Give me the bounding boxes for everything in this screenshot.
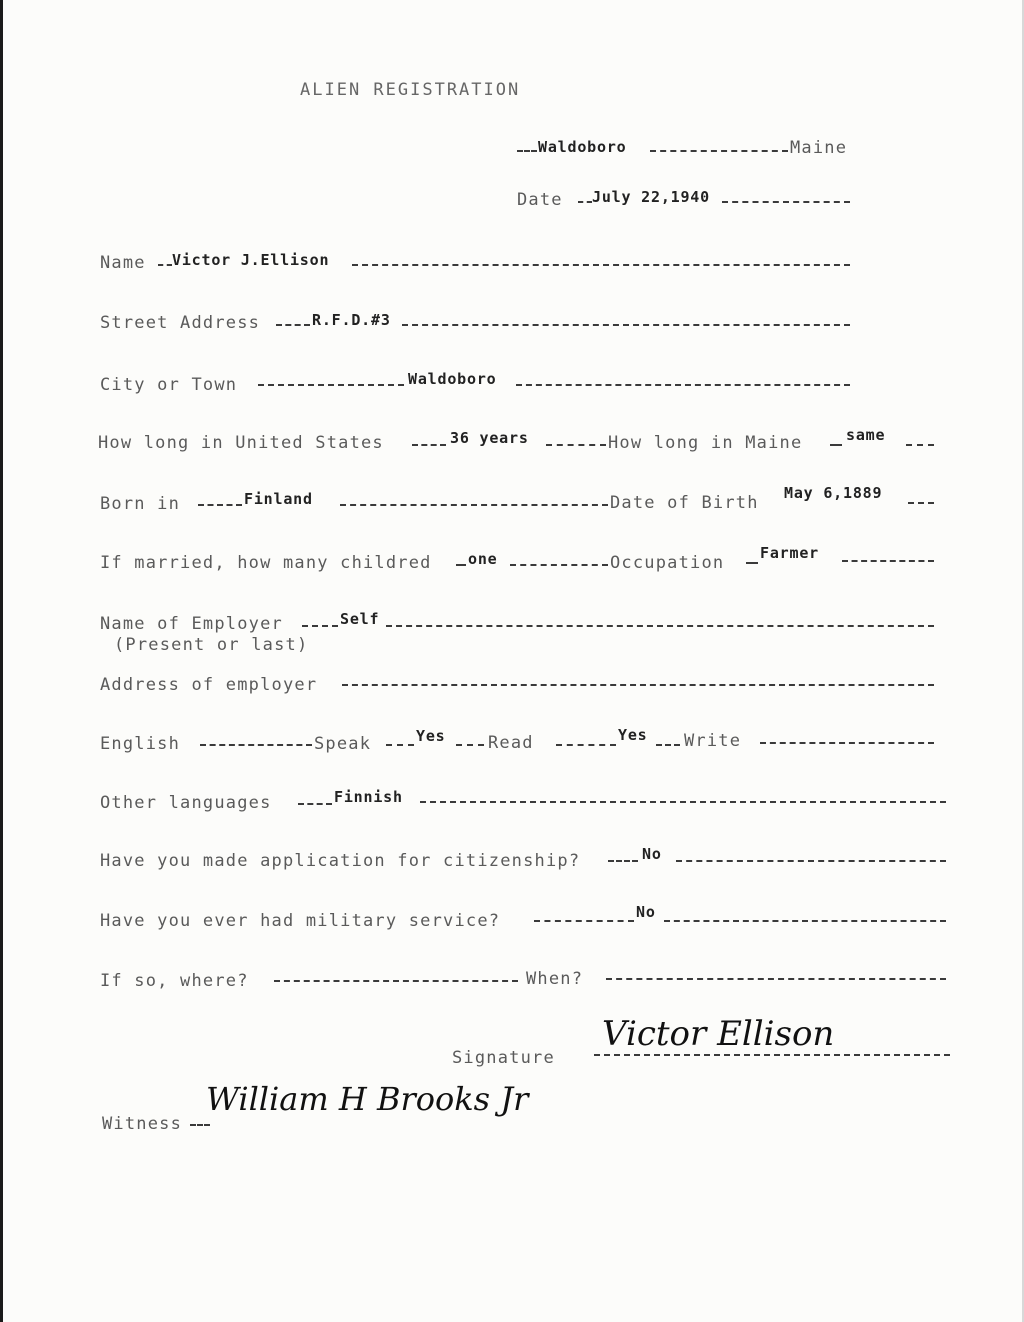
maine-label: How long in Maine — [608, 433, 803, 453]
where-line — [274, 980, 518, 982]
date-leader — [578, 201, 592, 203]
maine-line — [906, 444, 934, 446]
write-label: Write — [684, 731, 742, 751]
children-value: one — [468, 550, 498, 568]
occupation-label: Occupation — [610, 553, 725, 573]
when-line — [606, 978, 946, 980]
state-value: Maine — [790, 138, 848, 158]
us-leader — [412, 444, 446, 446]
signature-line — [594, 1054, 950, 1056]
speak-leader — [386, 744, 414, 746]
occupation-leader — [746, 562, 758, 564]
other-lang-value: Finnish — [334, 788, 403, 806]
witness-signature: William H Brooks Jr — [206, 1080, 529, 1118]
military-leader — [534, 920, 634, 922]
born-value: Finland — [244, 490, 313, 508]
military-line — [664, 920, 946, 922]
other-lang-leader — [298, 803, 332, 805]
maine-value: same — [846, 426, 886, 444]
english-line — [200, 744, 312, 746]
citizenship-line — [676, 860, 946, 862]
born-leader — [198, 504, 242, 506]
born-label: Born in — [100, 494, 181, 514]
employer-leader — [302, 625, 338, 627]
read-line — [656, 744, 680, 746]
employer-label: Name of Employer — [100, 614, 283, 634]
us-label: How long in United States — [98, 433, 384, 453]
witness-label: Witness — [102, 1114, 183, 1134]
street-leader — [276, 324, 310, 326]
scan-edge-left — [0, 0, 3, 1322]
when-label: When? — [526, 969, 584, 989]
street-line — [402, 324, 850, 326]
street-value: R.F.D.#3 — [312, 311, 391, 329]
signature-label: Signature — [452, 1048, 555, 1068]
city-value: Waldoboro — [408, 370, 497, 388]
street-label: Street Address — [100, 313, 261, 333]
other-lang-label: Other languages — [100, 793, 272, 813]
dob-value: May 6,1889 — [784, 484, 883, 502]
form-title: ALIEN REGISTRATION — [300, 80, 521, 100]
children-line — [510, 564, 608, 566]
where-label: If so, where? — [100, 971, 249, 991]
other-lang-line — [420, 801, 946, 803]
employer-address-label: Address of employer — [100, 675, 318, 695]
children-leader — [456, 564, 466, 566]
english-label: English — [100, 734, 181, 754]
name-line — [352, 264, 850, 266]
citizenship-label: Have you made application for citizenship? — [100, 851, 581, 871]
occupation-value: Farmer — [760, 544, 819, 562]
city-label: City or Town — [100, 375, 238, 395]
date-line — [722, 201, 850, 203]
speak-line — [456, 744, 484, 746]
read-value: Yes — [618, 726, 648, 744]
signature-value: Victor Ellison — [602, 1014, 835, 1054]
employer-address-line — [342, 684, 934, 686]
witness-leader — [190, 1124, 210, 1126]
city-leader — [258, 384, 404, 386]
us-line — [546, 444, 606, 446]
citizenship-value: No — [642, 845, 662, 863]
speak-value: Yes — [416, 727, 446, 745]
name-label: Name — [100, 253, 146, 273]
employer-value: Self — [340, 610, 380, 628]
us-value: 36 years — [450, 429, 529, 447]
citizenship-leader — [608, 860, 638, 862]
date-label: Date — [517, 190, 563, 210]
employer-sub-label: (Present or last) — [114, 635, 309, 655]
town-line — [650, 150, 788, 152]
date-value: July 22,1940 — [592, 188, 710, 206]
military-label: Have you ever had military service? — [100, 911, 501, 931]
maine-leader — [830, 444, 842, 446]
write-line — [760, 742, 934, 744]
dob-label: Date of Birth — [610, 493, 759, 513]
speak-label: Speak — [314, 734, 372, 754]
dob-line — [908, 502, 934, 504]
town-leader — [517, 150, 537, 152]
read-leader — [556, 744, 616, 746]
city-line — [516, 384, 850, 386]
employer-line — [386, 625, 934, 627]
name-leader — [158, 264, 172, 266]
children-label: If married, how many childred — [100, 553, 432, 573]
name-value: Victor J.Ellison — [172, 251, 330, 269]
read-label: Read — [488, 733, 534, 753]
occupation-line — [842, 560, 934, 562]
born-line — [340, 504, 608, 506]
town-value: Waldoboro — [538, 138, 627, 156]
military-value: No — [636, 903, 656, 921]
